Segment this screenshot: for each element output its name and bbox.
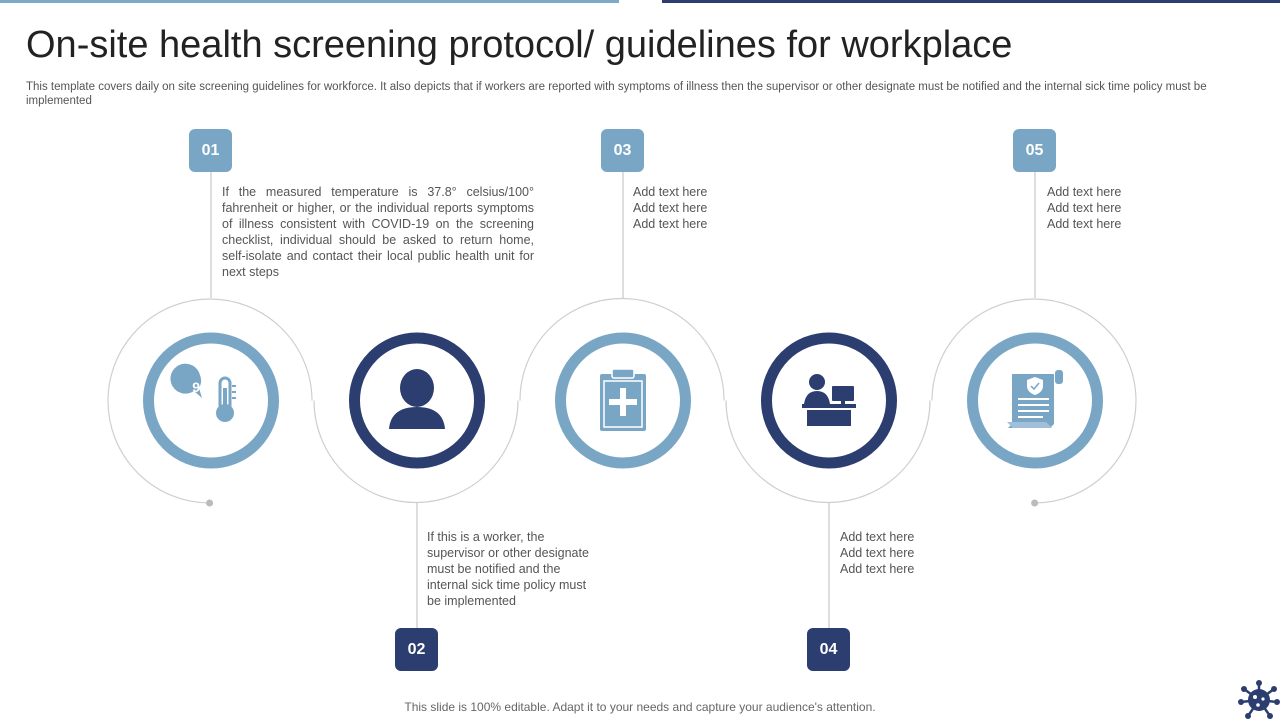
ring-01: [149, 338, 274, 463]
step-05-line: Add text here: [1047, 201, 1122, 215]
thermometer-reading: 90: [192, 379, 208, 395]
step-04-line: Add text here: [840, 530, 915, 544]
step-text-04: [840, 529, 914, 577]
step-text-01: If the measured temperature is 37.8° celsius/100° fahrenheit or higher, or the individual reports symptoms of illness consistent with COVID-19 on the screening checklist, individual should be asked to return home, self-isolate and contact their local public health unit for next steps: [222, 185, 534, 279]
step-badge-02: 02: [395, 628, 438, 671]
step-text-02: If this is a worker, the supervisor or other designate must be notified and the internal sick time policy must be implemented: [427, 530, 589, 608]
virus-icon: [1238, 680, 1280, 720]
step-03-line: Add text here: [633, 185, 708, 199]
step-badge-05: 05: [1013, 129, 1056, 172]
step-04-line: Add text here: [840, 562, 915, 576]
page-title: On-site health screening protocol/ guidelines for workplace: [26, 24, 1013, 66]
medical-clipboard-icon: [600, 369, 646, 431]
step-03-line: Add text here: [633, 217, 708, 231]
arc-end-dot-05: [1031, 500, 1038, 507]
page-subtitle: This template covers daily on site screening guidelines for workforce. It also depicts that if workers are reported with symptoms of illness then the supervisor or other designate must be notified and the internal sick time policy must be implemented: [26, 81, 1207, 107]
step-04-line: Add text here: [840, 546, 915, 560]
step-05-line: Add text here: [1047, 217, 1122, 231]
footer-note: This slide is 100% editable. Adapt it to your needs and capture your audience's attention.: [404, 700, 876, 714]
step-text-03: [633, 184, 707, 232]
step-05-line: Add text here: [1047, 185, 1122, 199]
step-badge-01: 01: [189, 129, 232, 172]
step-badge-03: 03: [601, 129, 644, 172]
step-badge-04: 04: [807, 628, 850, 671]
step-03-line: Add text here: [633, 201, 708, 215]
step-text-05: [1047, 184, 1121, 232]
arc-end-dot-01: [206, 500, 213, 507]
